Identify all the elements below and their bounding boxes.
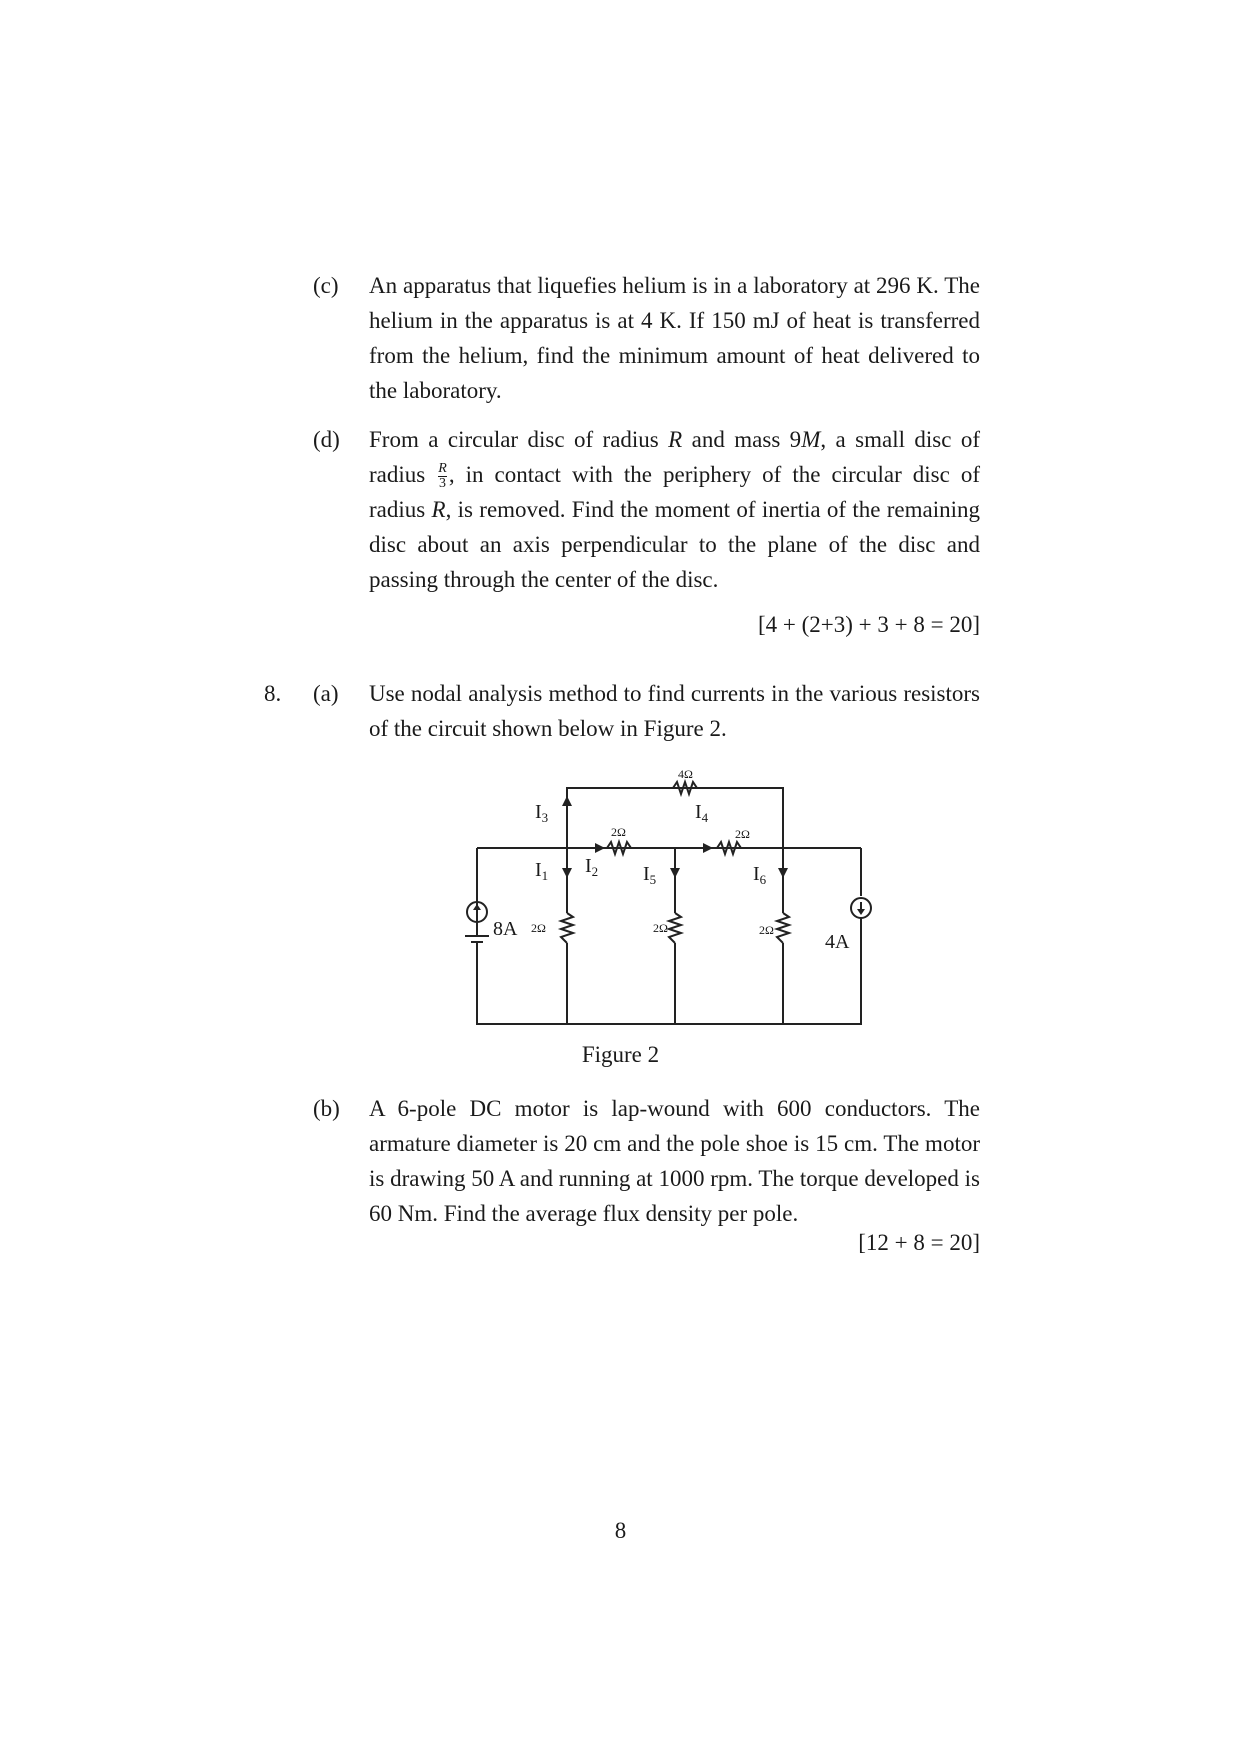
resistor-v1 [561,913,573,943]
question-label: (d) [313,427,340,452]
label-src-right: 4A [825,931,850,953]
arrow-I5 [670,868,680,878]
page-number: 8 [614,1518,627,1543]
arrow-I4 [703,843,713,853]
label-I4: $I_4$ [695,801,709,825]
label-I5: $I_5$ [643,863,657,887]
label-I3: $I_3$ [535,801,549,825]
question-label: (b) [313,1096,340,1121]
question-8a-text: Use nodal analysis method to find currents in the various resistors of the circuit shown below in Figure 2. [369,681,980,741]
label-r-mid-left: 2Ω [611,825,626,839]
label-I6: $I_6$ [753,863,767,887]
label-r-top: 4Ω [678,768,693,781]
wire [567,788,783,848]
wire [477,930,861,1024]
question-7c-text: An apparatus that liquefies helium is in a laboratory at 296 K. The helium in the apparatus is at 4 K. If 150 mJ of heat is transferred from the helium, find the minimum amount of heat delivered to the laboratory. [369,273,980,403]
question-label: (c) [313,273,339,298]
question-7d-text: From a circular disc of radius R and mass 9M, a small disc of radius $\frac{R}{3}$ , in contact with the periphery of the circular disc of radius R, is removed. Find the moment of inertia of the remaining disc about an axis perpendicular to the plane of the disc and passing through the center of the disc. [369,427,981,592]
question-text [369,676,980,746]
marks-q8: [12 + 8 = 20] [858,1230,980,1255]
figure-caption: Figure 2 [581,1042,660,1067]
arrow-I6 [778,868,788,878]
circuit-diagram [455,768,895,1048]
label-r-mid-right: 2Ω [735,827,750,841]
label-r-v3: 2Ω [759,923,774,937]
question-text [369,268,980,408]
label-I1: $I_1$ [535,859,549,883]
marks-q7: [4 + (2+3) + 3 + 8 = 20] [758,612,980,637]
question-number: 8. [264,681,282,706]
current-source-right [851,898,871,930]
label-r-v2: 2Ω [653,921,668,935]
label-r-v1: 2Ω [531,921,546,935]
question-8b-text: A 6-pole DC motor is lap-wound with 600 conductors. The armature diameter is 20 cm and the pole shoe is 15 cm. The motor is drawing 50 A and running at 1000 rpm. The torque developed is 60 Nm. Find the average flux density per pole. [369,1096,980,1226]
question-text [369,422,980,597]
arrow-I1 [562,868,572,878]
arrow-I2 [595,843,605,853]
label-src-left: 8A [493,918,518,940]
resistor-v2 [669,913,681,943]
arrow-I3 [562,796,572,806]
fraction: $\frac{R}{3}$ [438,461,447,492]
label-I2: $I_2$ [585,855,599,879]
resistor-v3 [777,913,789,943]
question-text [369,1091,980,1231]
current-source-left [465,902,489,968]
question-label: (a) [313,681,339,706]
